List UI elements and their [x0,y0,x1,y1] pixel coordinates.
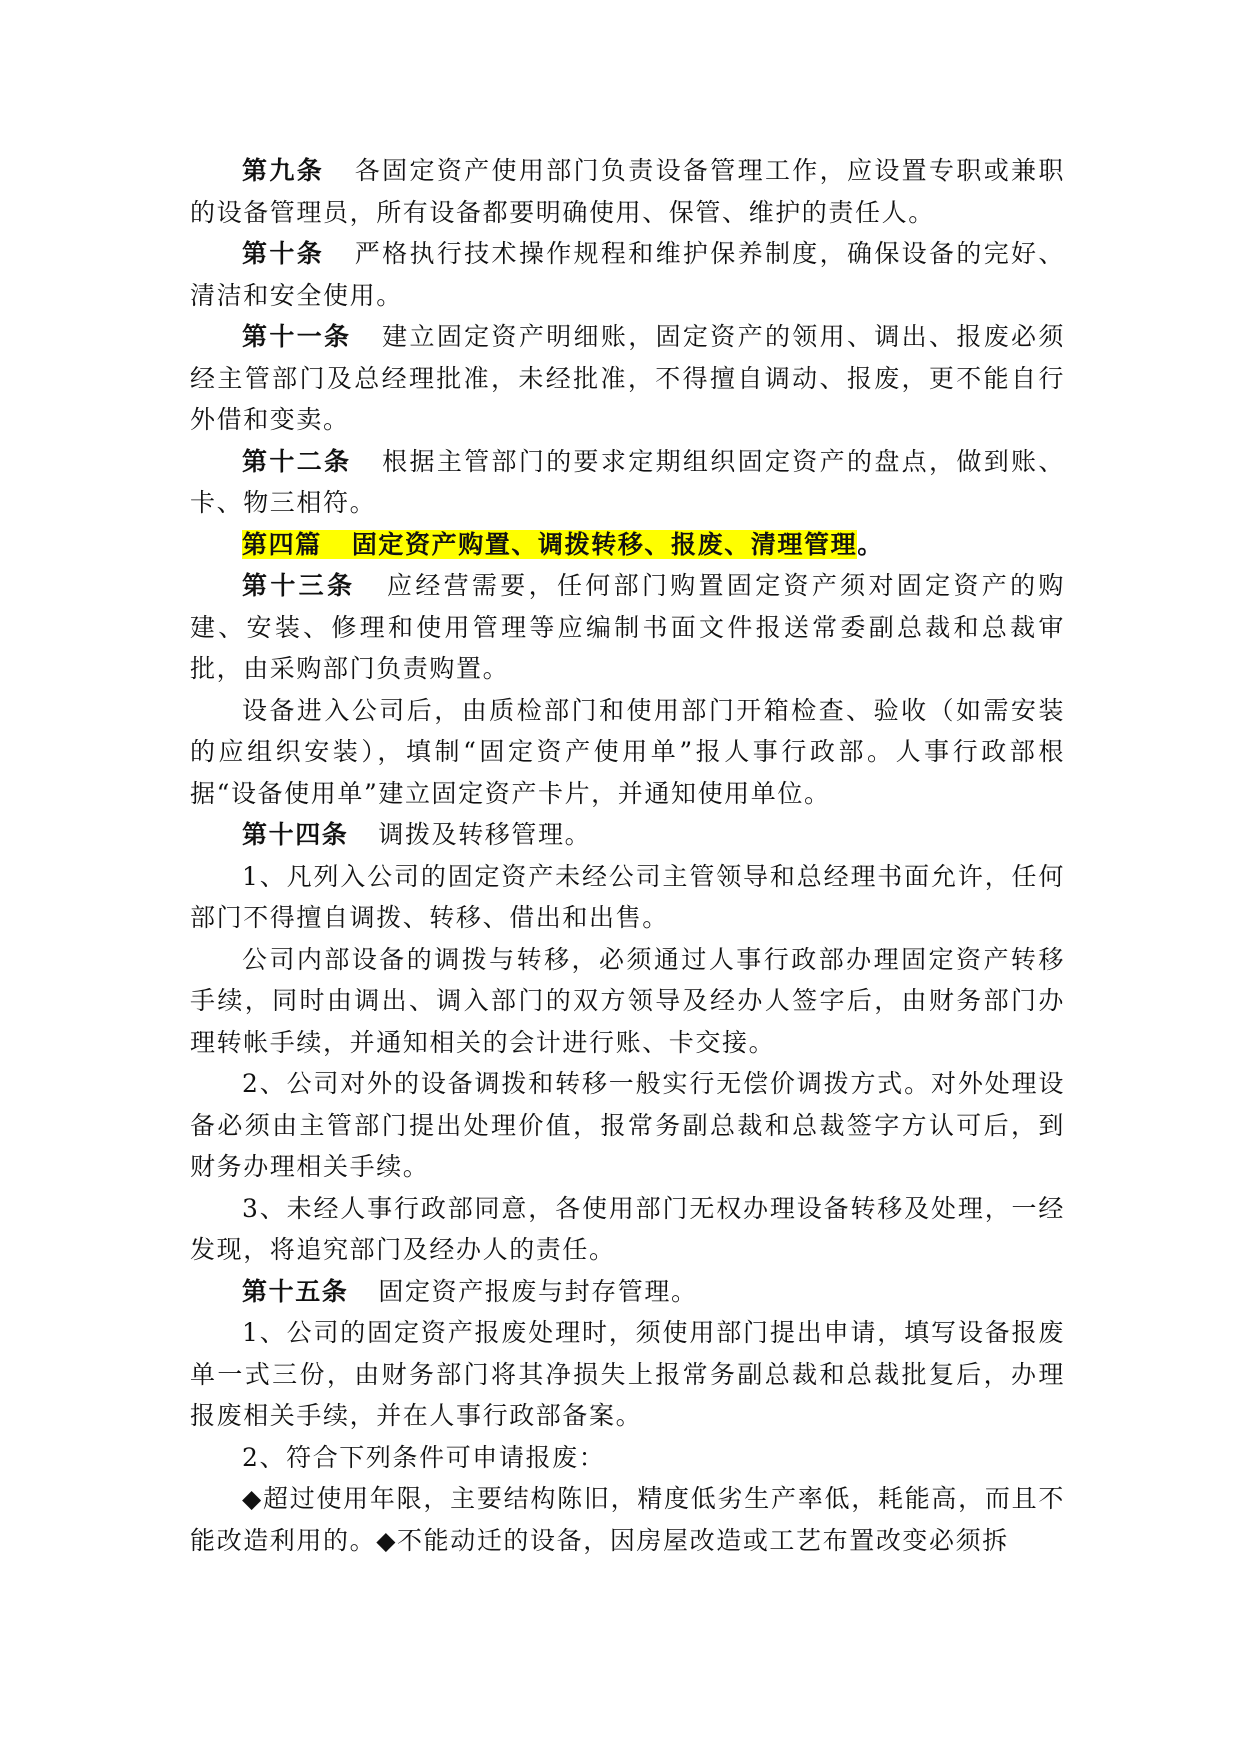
section-title: 固定资产购置、调拨转移、报废、清理管理 [351,529,858,559]
article-9 [190,150,1065,233]
article-15 [190,1271,1065,1313]
section-heading [190,524,1065,566]
article-15-item: 1、公司的固定资产报废处理时，须使用部门提出申请，填写设备报废单一式三份，由财务部门将其净损失上报常务副总裁和总裁批复后，办理报废相关手续，并在人事行政部备案。 [190,1318,1065,1430]
article-13-paragraph: 设备进入公司后，由质检部门和使用部门开箱检查、验收（如需安装的应组织安装），填制“固定资产使用单”报人事行政部。人事行政部根据“设备使用单”建立固定资产卡片，并通知使用单位。 [190,695,1065,808]
article-15-item: ◆超过使用年限，主要结构陈旧，精度低劣生产率低，耗能高，而且不能改造利用的。◆不能动迁的设备，因房屋改造或工艺布置改变必须拆 [190,1484,1065,1555]
article-13 [190,565,1065,690]
article-label: 第十二条 [242,446,352,476]
section-heading-highlight [242,530,857,559]
article-14-item: 1、凡列入公司的固定资产未经公司主管领导和总经理书面允许，任何部门不得擅自调拨、转移、借出和出售。 [190,861,1065,932]
article-14-item: 2、公司对外的设备调拨和转移一般实行无偿价调拨方式。对外处理设备必须由主管部门提出处理价值，报常务副总裁和总裁签字方认可后，到财务办理相关手续。 [190,1069,1065,1181]
article-label: 第九条 [242,156,325,185]
article-10 [190,233,1065,316]
article-14 [190,814,1065,856]
article-label: 第十五条 [242,1276,349,1306]
article-11 [190,316,1065,441]
article-label: 第十一条 [242,322,352,351]
article-label: 第十四条 [242,820,349,849]
article-14-item: 公司内部设备的调拨与转移，必须通过人事行政部办理固定资产转移手续，同时由调出、调入部门的双方领导及经办人签字后，由财务部门办理转帐手续，并通知相关的会计进行账、卡交接。 [190,944,1065,1057]
section-label: 第四篇 [242,529,322,559]
article-text: 各固定资产使用部门负责设备管理工作，应设置专职或兼职的设备管理员，所有设备都要明确使用、保管、维护的责任人。 [190,156,1065,227]
document-body [190,150,1065,1561]
article-text: 根据主管部门的要求定期组织固定资产的盘点，做到账、卡、物三相符。 [190,446,1065,517]
section-heading-end: 。 [857,529,884,559]
article-12 [190,441,1065,524]
article-text: 调拨及转移管理。 [378,820,592,849]
article-label: 第十三条 [242,571,356,600]
article-label: 第十条 [242,239,325,268]
article-text: 建立固定资产明细账，固定资产的领用、调出、报废必须经主管部门及总经理批准，未经批准，不得擅自调动、报废，更不能自行外借和变卖。 [190,322,1065,434]
article-text: 严格执行技术操作规程和维护保养制度，确保设备的完好、清洁和安全使用。 [190,239,1065,310]
article-text: 应经营需要，任何部门购置固定资产须对固定资产的购建、安装、修理和使用管理等应编制书面文件报送常委副总裁和总裁审批，由采购部门负责购置。 [190,571,1066,683]
article-15-item: 2、符合下列条件可申请报废： [242,1442,606,1472]
article-text: 固定资产报废与封存管理。 [378,1276,698,1306]
article-14-item: 3、未经人事行政部同意，各使用部门无权办理设备转移及处理，一经发现，将追究部门及经办人的责任。 [190,1193,1065,1264]
